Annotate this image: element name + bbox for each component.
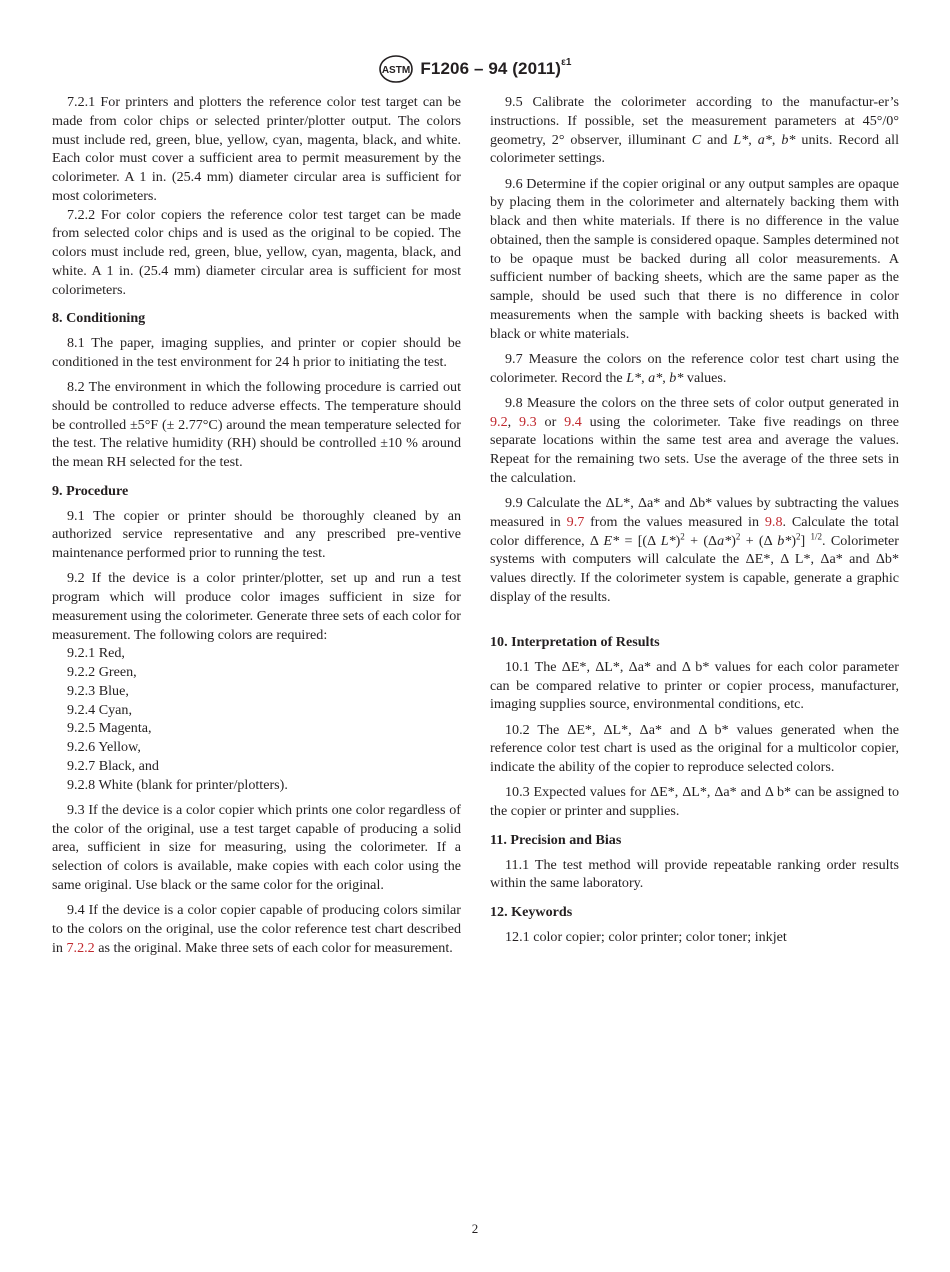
para-9-3: 9.3 If the device is a color copier which prints one color regardless of the color of the original, use a test target capable of producing a solid area, sufficient in size for measuring, using the colorimeter. If a selection of colors is available, make copies with each color using the same original. Use black or the same color for the original. — [52, 801, 461, 893]
para-10-3: 10.3 Expected values for ΔE*, ΔL*, Δa* and Δ b* can be assigned to the copier or printer and supplies. — [490, 784, 900, 819]
para-10-2: 10.2 The ΔE*, ΔL*, Δa* and Δ b* values generated when the reference color test chart is used as the original for a multicolor copier, indicate the ability of the copier to reproduce selected colors. — [490, 721, 900, 775]
para-7-2-1: 7.2.1 For printers and plotters the reference color test target can be made from color chips or selected printer/plotter output. The colors must include red, green, blue, yellow, cyan, magenta, black, and white. Each color must cover a sufficient area to permit measurement by the colorimeter. A 1 in. (25.4 mm) diameter circular area is sufficient for most colorimeters. — [52, 94, 461, 204]
astm-logo — [378, 54, 414, 84]
link-9-2[interactable]: 9.2 — [490, 413, 508, 430]
para-9-1: 9.1 The copier or printer should be thoroughly cleaned by an authorized service representative and any prescribed pre-ventive maintenance performed prior to running the test. — [52, 507, 461, 561]
page-header — [0, 54, 950, 84]
left-column — [52, 93, 461, 964]
para-7-2-2: 7.2.2 For color copiers the reference color test target can be made from selected color chips and is used as the original to be copied. The colors must include red, green, blue, yellow, cyan, magenta, black, and white. A 1 in. (25.4 mm) diameter circular area is sufficient for most colorimeters. — [52, 206, 461, 298]
list-item: 9.2.1 Red, — [67, 645, 125, 662]
heading-procedure: 9. Procedure — [52, 482, 129, 499]
para-10-1: 10.1 The ΔE*, ΔL*, Δa* and Δ b* values for each color parameter can be compared relative to printer or copier process, manufacturer, imaging supplies source, environmental conditions, etc. — [490, 658, 899, 713]
para-9-9: 9.9 Calculate the ΔL*, Δa* and Δb* values by subtracting the values measured in 9.7 from the values measured in 9.8. Calculate the total color difference, Δ E* = [(Δ $L*)^2 + (\Delta a*)^2 + (\Delta$ b*)$^2$] $^{1/2}$. Colorimeter systems with computers will calculate the ΔE*, Δ L*, Δa* and Δb* values directly. If the colorimeter system is capable, generate a graphic display of the results. — [490, 495, 900, 605]
right-column — [490, 93, 899, 953]
color-list — [52, 644, 461, 794]
link-9-8[interactable]: 9.8 — [764, 513, 783, 530]
list-item: 9.2.6 Yellow, — [67, 739, 141, 755]
list-item: 9.2.2 Green, — [67, 664, 137, 680]
link-9-3[interactable]: 9.3 — [519, 413, 537, 430]
heading-keywords: 12. Keywords — [490, 904, 573, 920]
svg-text:ASTM: ASTM — [382, 65, 411, 76]
list-item: 9.2.4 Cyan, — [67, 701, 132, 718]
standard-designation: F1206 – 94 $(2011)^{\varepsilon 1}$ — [420, 57, 572, 78]
heading-interpretation: 10. Interpretation of Results — [490, 634, 660, 650]
para-9-7: 9.7 Measure the colors on the reference color test chart using the colorimeter. Record the L*, a*, b* values. — [490, 350, 899, 386]
para-9-2: 9.2 If the device is a color printer/plotter, set up and run a test program which will produce color images sufficient in size for measurement using the colorimeter. Generate three sets of each color for measurement. The following colors are required: — [52, 570, 461, 643]
para-9-5: 9.5 Calibrate the colorimeter according to the manufactur-er’s instructions. If possible, set the measurement parameters at 45°/0° geometry, 2° observer, illuminant C and L*, a*, b* units. Record all colorimeter settings. — [490, 94, 900, 167]
list-item: 9.2.5 Magenta, — [67, 720, 152, 737]
link-9-4[interactable]: 9.4 — [564, 413, 582, 430]
heading-precision: 11. Precision and Bias — [490, 831, 622, 848]
list-item: 9.2.7 Black, and — [67, 757, 159, 774]
para-9-6: 9.6 Determine if the copier original or any output samples are opaque by placing them in the colorimeter and alternately backing them with black and then white materials. If there is no difference in the value obtained, then the sample is considered opaque. Samples determined not to be opaque must be backed during all color measurements. A sufficient number of backing sheets, which are the same paper as the sample, should be used such that there is no difference in color measurements when the sample with backing sheets is backed with black or white materials. — [490, 175, 900, 342]
link-9-7[interactable]: 9.7 — [566, 513, 585, 530]
para-11-1: 11.1 The test method will provide repeatable ranking order results within the same laboratory. — [490, 856, 899, 892]
para-9-8: 9.8 Measure the colors on the three sets of color output generated in 9.2, 9.3 or 9.4 using the colorimeter. Take five readings on three separate locations within the same test area and average the values. Repeat for the remaining two sets. Use the average of the three sets in the calculation. — [490, 394, 899, 486]
heading-conditioning: 8. Conditioning — [52, 310, 146, 327]
para-9-4: 9.4 If the device is a color copier capable of producing colors similar to the colors on the original, use the color reference test chart described in 7.2.2 as the original. Make three sets of each color for measurement. — [52, 902, 461, 956]
list-item: 9.2.8 White (blank for printer/plotters). — [67, 776, 288, 793]
para-8-1: 8.1 The paper, imaging supplies, and printer or copier should be conditioned in the test environment for 24 h prior to initiating the test. — [52, 335, 461, 370]
para-8-2: 8.2 The environment in which the following procedure is carried out should be controlled to reduce adverse effects. The temperature should be controlled ±5°F (± 2.77°C) around the mean temperature selected for the test. The relative humidity (RH) should be controlled ±10 % around the mean RH selected for the test. — [52, 379, 461, 470]
para-12-1: 12.1 color copier; color printer; color toner; inkjet — [505, 928, 787, 945]
page-number: 2 — [471, 1221, 479, 1236]
link-7-2-2[interactable]: 7.2.2 — [66, 939, 95, 956]
list-item: 9.2.3 Blue, — [67, 682, 129, 699]
